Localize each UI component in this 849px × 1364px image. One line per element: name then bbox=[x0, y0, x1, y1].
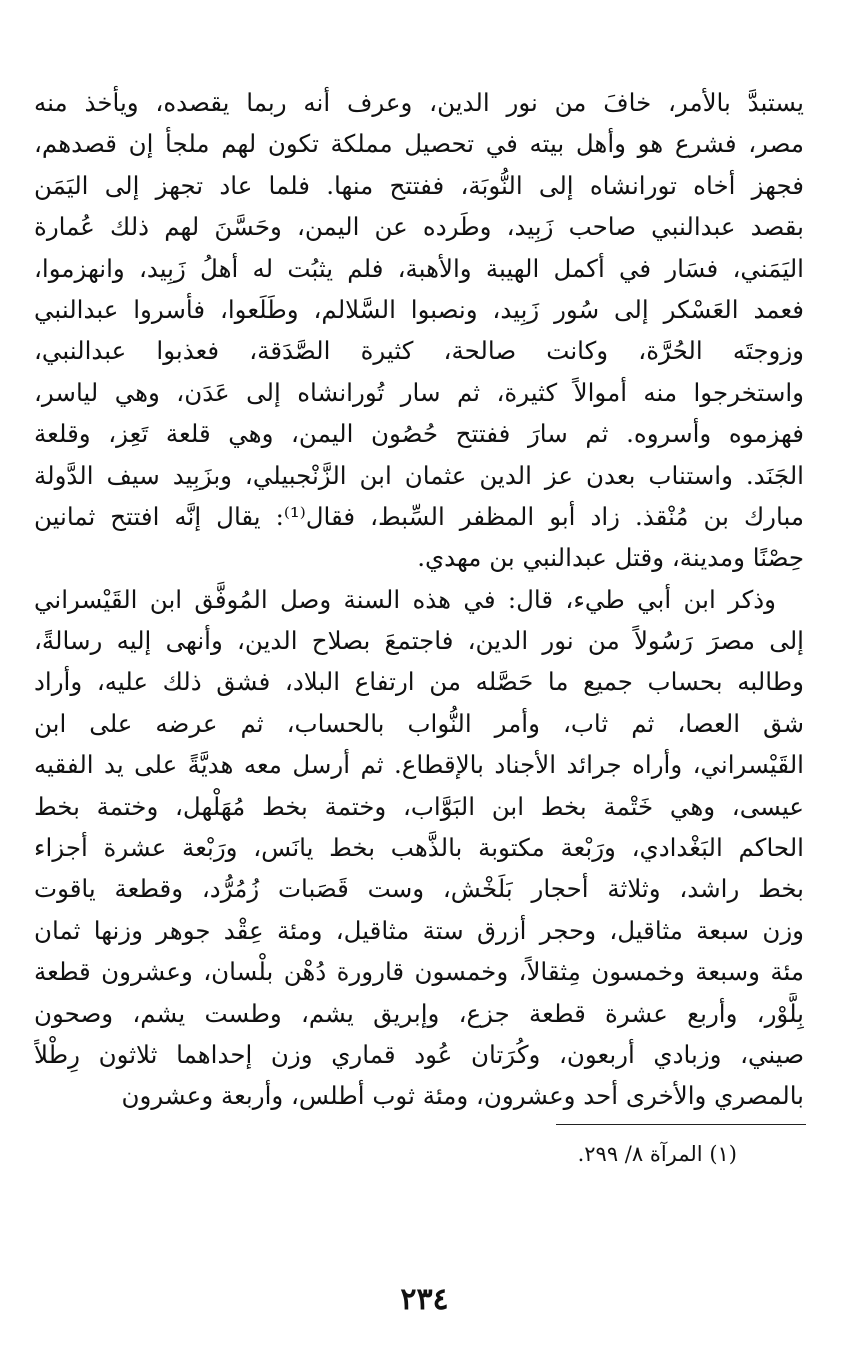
text-line: عيسى، وهي خَتْمة بخط ابن البَوَّاب، وختمة بخط مُهَلْهل، وختمة بخط bbox=[34, 791, 804, 821]
text-line: وزن سبعة مثاقيل، وحجر أزرق ستة مثاقيل، ومئة عِقْد جوهر وزنها ثمان bbox=[34, 915, 804, 945]
text-line: القَيْسراني، وأراه جرائد الأجناد بالإقطاع. ثم أرسل معه هديَّةً على يد الفقيه bbox=[34, 750, 804, 780]
text-line: بخط راشد، وثلاثة أحجار بَلَخْش، وست قَصَبات زُمُرُّد، وقطعة ياقوت bbox=[34, 874, 804, 904]
page-number: ٢٣٤ bbox=[400, 1282, 449, 1317]
text-line: فجهز أخاه تورانشاه إلى النُّوبَة، ففتتح منها. فلما عاد تجهز إلى اليَمَن bbox=[34, 170, 804, 200]
main-text-block bbox=[34, 82, 804, 1117]
text-line: وطالبه بحساب جميع ما حَصَّله من ارتفاع البلاد، فشق ذلك عليه، وأراد bbox=[34, 667, 804, 697]
text-line: مصر، فشرع هو وأهل بيته في تحصيل مملكة تكون لهم ملجأ إن قصدهم، bbox=[34, 129, 804, 159]
text-line: شق العصا، ثم ثاب، وأمر النُّواب بالحساب، ثم عرضه على ابن bbox=[34, 708, 804, 738]
text-line: حِصْنًا ومدينة، وقتل عبدالنبي بن مهدي. bbox=[417, 543, 804, 573]
text-line: صيني، وزبادي أربعون، وكُرَتان عُود قماري وزن إحداهما ثلاثون رِطْلاً bbox=[34, 1039, 804, 1069]
text-line: وزوجتَه الحُرَّة، وكانت صالحة، كثيرة الصَّدَقة، فعذبوا عبدالنبي، bbox=[34, 336, 804, 366]
text-line: بقصد عبدالنبي صاحب زَبِيد، وطَرده عن اليمن، وحَسَّنَ لهم ذلك عُمارة bbox=[34, 212, 804, 242]
footnote-divider bbox=[556, 1124, 806, 1125]
text-line: مبارك بن مُنْقذ. زاد أبو المظفر السِّبط، فقال⁽¹⁾: يقال إنَّه افتتح ثمانين bbox=[34, 501, 804, 531]
footnote: (١) المرآة ٨/ ٢٩٩. bbox=[577, 1142, 737, 1166]
text-line: إلى مصرَ رَسُولاً من نور الدين، فاجتمعَ بصلاح الدين، وأنهى إليه رسالةً، bbox=[34, 626, 804, 656]
text-line: وذكر ابن أبي طيء، قال: في هذه السنة وصل المُوفَّق ابن القَيْسراني bbox=[34, 584, 776, 614]
text-line: بِلَّوْر، وأربع عشرة قطعة جزع، وإبريق يشم، وطست يشم، وصحون bbox=[34, 998, 804, 1028]
text-line: واستخرجوا منه أموالاً كثيرة، ثم سار تُورانشاه إلى عَدَن، وهي لياسر، bbox=[34, 377, 804, 407]
text-line: فهزموه وأسروه. ثم سارَ ففتتح حُصُون اليمن، وهي قلعة تَعِز، وقلعة bbox=[34, 419, 804, 449]
text-line: اليَمَني، فسَار في أكمل الهيبة والأهبة، فلم يثبُت له أهلُ زَبِيد، وانهزموا، bbox=[34, 253, 804, 283]
text-line: الحاكم البَغْدادي، ورَبْعة مكتوبة بالذَّهب بخط يانَس، ورَبْعة عشرة أجزاء bbox=[34, 833, 804, 863]
text-line: بالمصري والأخرى أحد وعشرون، ومئة ثوب أطلس، وأربعة وعشرون bbox=[121, 1081, 804, 1111]
text-line: الجَنَد. واستناب بعدن عز الدين عثمان ابن الزَّنْجبيلي، وبزَبِيد سيف الدَّولة bbox=[34, 460, 804, 490]
text-line: يستبدَّ بالأمر، خافَ من نور الدين، وعرف أنه ربما يقصده، ويأخذ منه bbox=[34, 88, 804, 117]
text-line: فعمد العَسْكر إلى سُور زَبِيد، ونصبوا السَّلالم، وطَلَعوا، فأسروا عبدالنبي bbox=[34, 294, 804, 324]
text-line: مئة وسبعة وخمسون مِثقالاً، وخمسون قارورة دُهْن بلْسان، وعشرون قطعة bbox=[34, 957, 804, 987]
